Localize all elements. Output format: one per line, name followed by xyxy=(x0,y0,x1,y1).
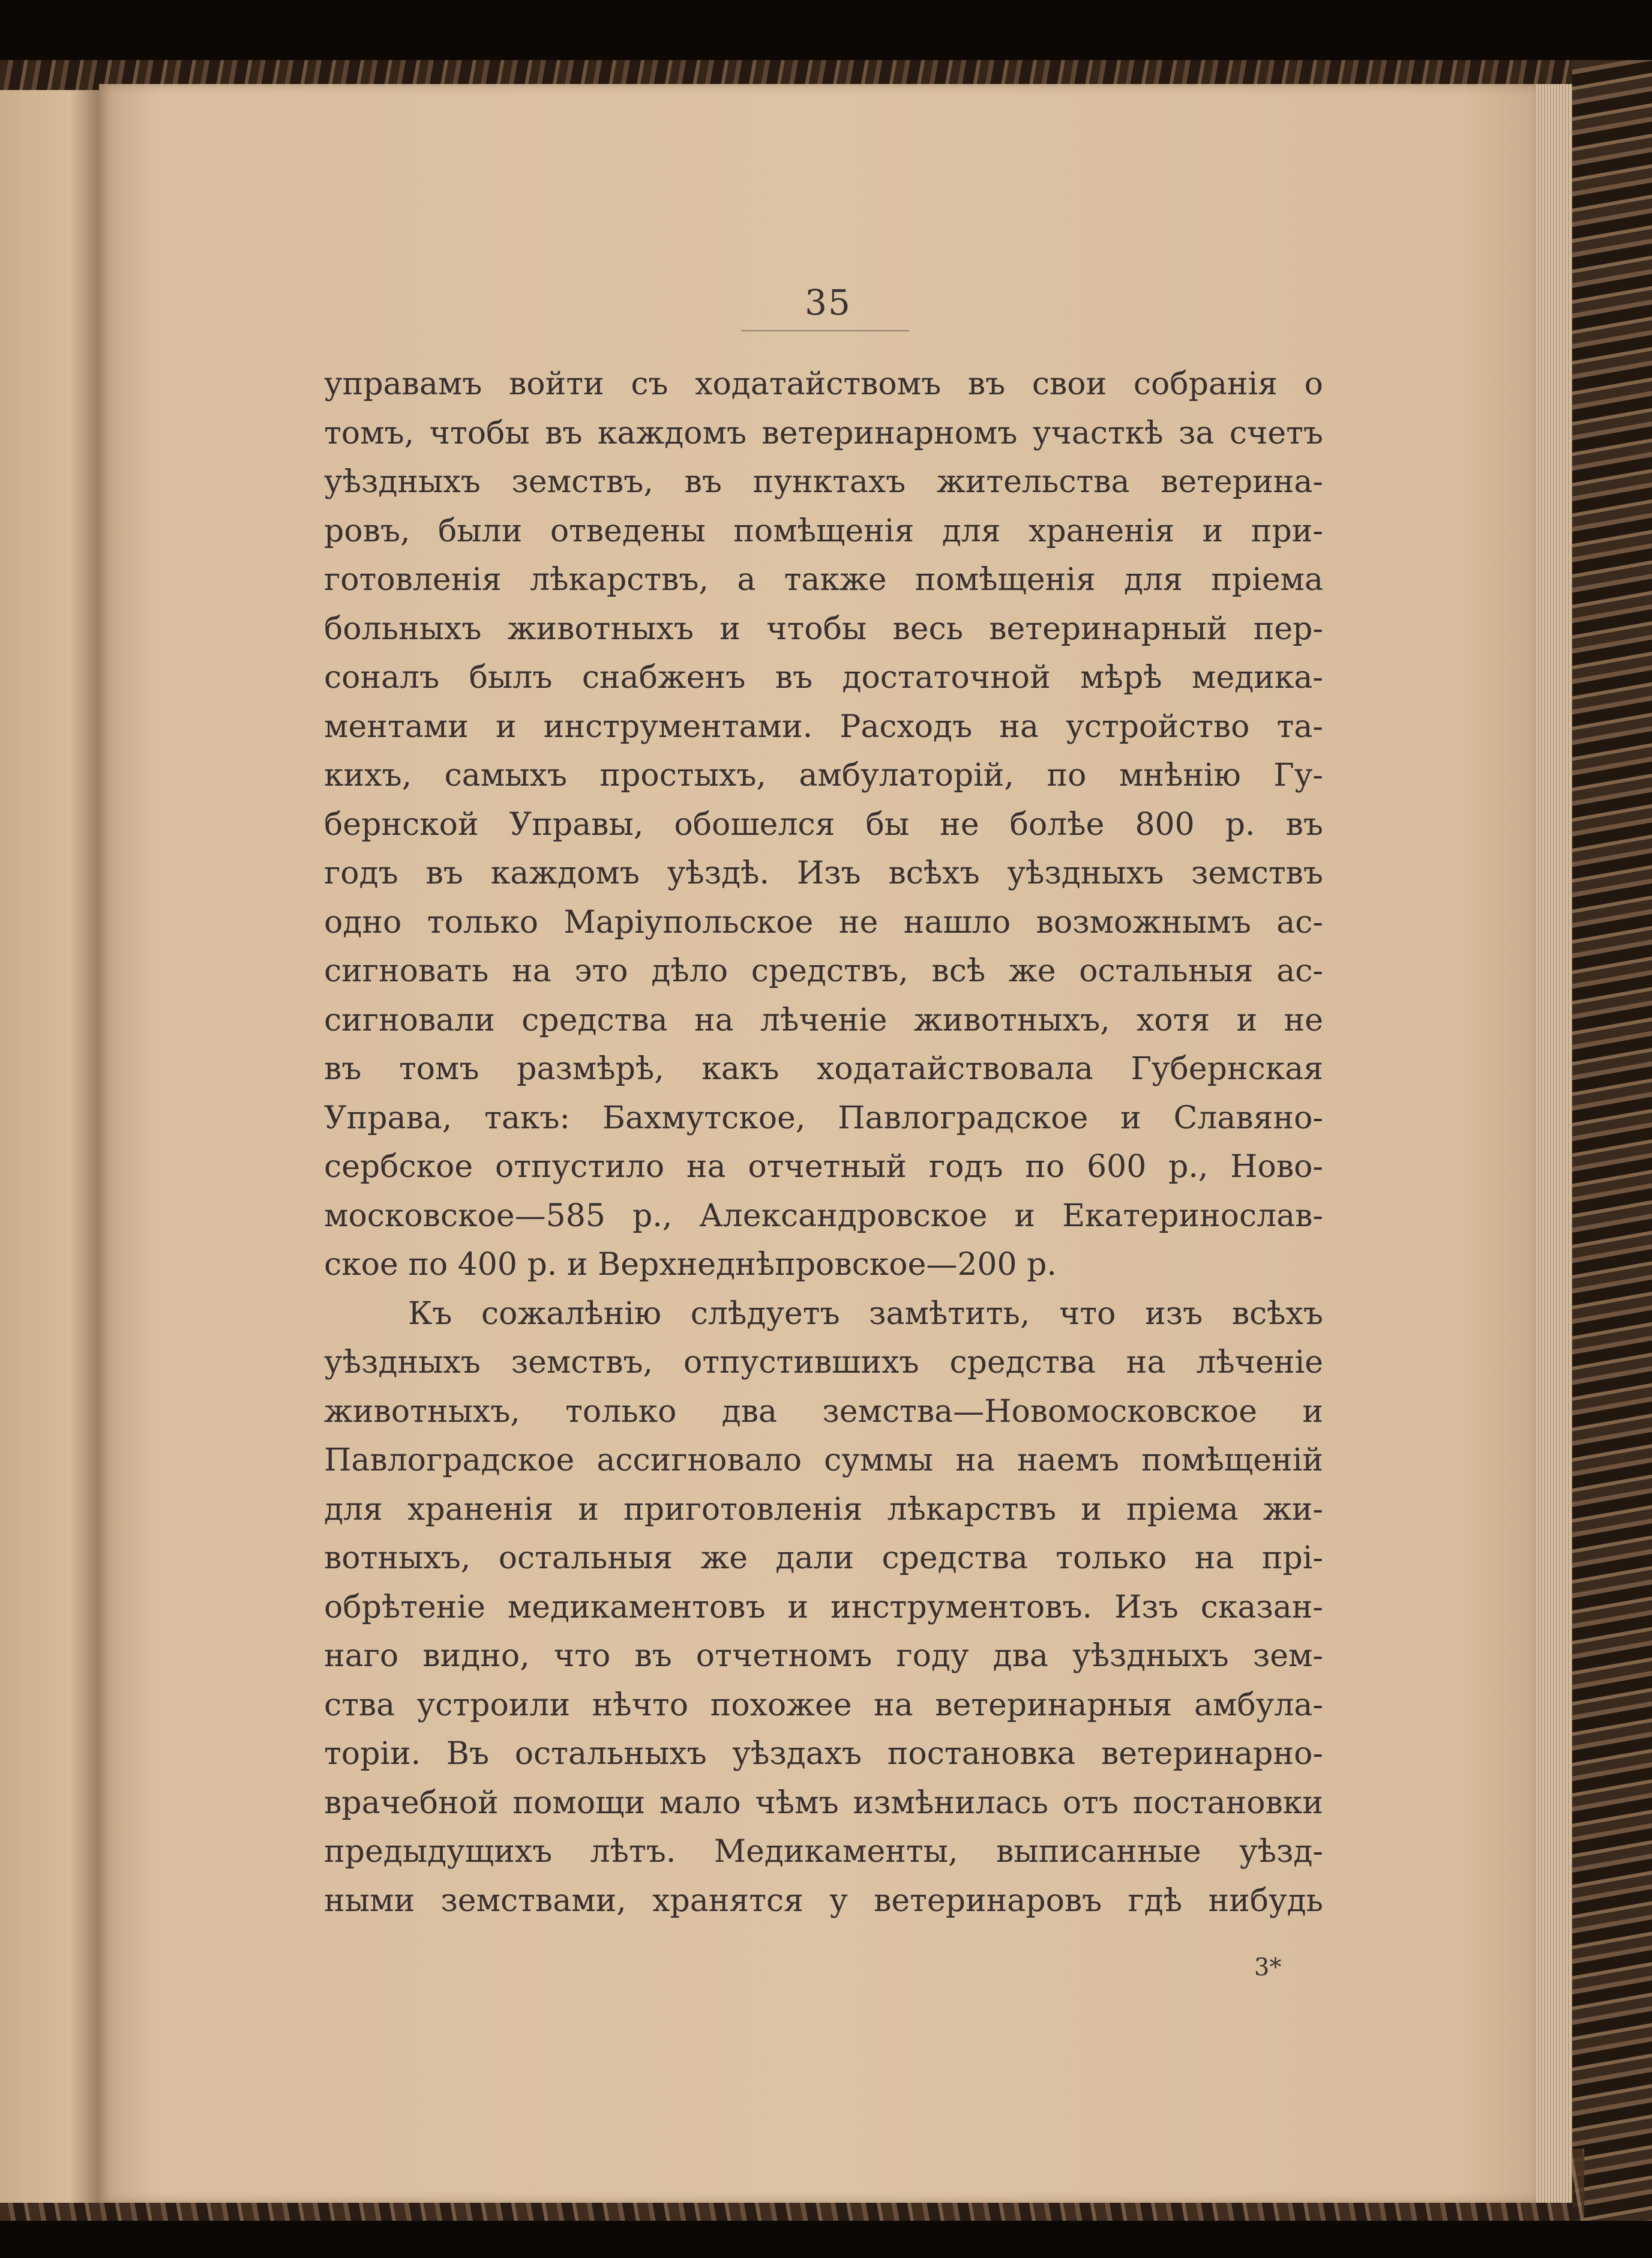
text-line: въ томъ размѣрѣ, какъ ходатайствовала Губернская xyxy=(324,1051,1323,1087)
text-line: годъ въ каждомъ уѣздѣ. Изъ всѣхъ уѣздныхъ земствъ xyxy=(324,855,1323,891)
text-line: сигновали средства на лѣченіе животныхъ, хотя и не xyxy=(324,1002,1323,1038)
paragraph-start-line: Къ сожалѣнію слѣдуетъ замѣтить, что изъ всѣхъ xyxy=(408,1295,1323,1332)
text-line: Управа, такъ: Бахмутское, Павлоградское и Славяно- xyxy=(324,1100,1323,1136)
text-line: больныхъ животныхъ и чтобы весь ветеринарный пер- xyxy=(324,610,1323,647)
text-line: животныхъ, только два земства—Новомосковское и xyxy=(324,1393,1323,1430)
text-line: ское по 400 р. и Верхнеднѣпровское—200 р. xyxy=(324,1247,1057,1283)
page-number: 35 xyxy=(805,282,852,323)
text-line: для храненія и приготовленія лѣкарствъ и пріема жи- xyxy=(324,1491,1323,1528)
page-number-rule xyxy=(741,330,909,331)
text-line: обрѣтеніе медикаментовъ и инструментовъ. Изъ сказан- xyxy=(324,1589,1323,1625)
text-line: сербское отпустило на отчетный годъ по 600 р., Ново- xyxy=(324,1149,1323,1185)
text-line: московское—585 р., Александровское и Екатеринослав- xyxy=(324,1197,1323,1234)
page-block-edge xyxy=(1536,84,1572,2203)
text-line: управамъ войти съ ходатайствомъ въ свои собранія о xyxy=(324,366,1323,402)
text-line: готовленія лѣкарствъ, а также помѣщенія для пріема xyxy=(324,562,1323,598)
body-text xyxy=(324,360,1323,1925)
text-line: ментами и инструментами. Расходъ на устройство та- xyxy=(324,708,1323,745)
text-line: торіи. Въ остальныхъ уѣздахъ постановка ветеринарно- xyxy=(324,1736,1323,1772)
text-line: сигновать на это дѣло средствъ, всѣ же остальныя ас- xyxy=(324,953,1323,989)
text-line: уѣздныхъ земствъ, въ пунктахъ жительства ветерина- xyxy=(324,464,1323,500)
marbled-cover-right xyxy=(1572,60,1652,2221)
left-page-edge xyxy=(0,90,99,2203)
signature-mark: 3* xyxy=(1254,1954,1282,1981)
text-line: Павлоградское ассигновало суммы на наемъ помѣщеній xyxy=(324,1442,1323,1478)
text-line: врачебной помощи мало чѣмъ измѣнилась отъ постановки xyxy=(324,1784,1323,1821)
text-line: соналъ былъ снабженъ въ достаточной мѣрѣ медика- xyxy=(324,660,1323,696)
text-line: ными земствами, хранятся у ветеринаровъ гдѣ нибудь xyxy=(324,1882,1323,1919)
text-line: томъ, чтобы въ каждомъ ветеринарномъ участкѣ за счетъ xyxy=(324,415,1323,451)
text-line: кихъ, самыхъ простыхъ, амбулаторій, по мнѣнію Гу- xyxy=(324,757,1323,793)
text-line: бернской Управы, обошелся бы не болѣе 800 р. въ xyxy=(324,806,1323,843)
text-line: ровъ, были отведены помѣщенія для храненія и при- xyxy=(324,513,1323,549)
text-line: ства устроили нѣчто похожее на ветеринарныя амбула- xyxy=(324,1687,1323,1723)
text-line: уѣздныхъ земствъ, отпустившихъ средства на лѣченіе xyxy=(324,1344,1323,1380)
text-line: предыдущихъ лѣтъ. Медикаменты, выписанные уѣзд- xyxy=(324,1834,1323,1870)
text-line: вотныхъ, остальныя же дали средства только на прі- xyxy=(324,1540,1323,1576)
text-line: наго видно, что въ отчетномъ году два уѣздныхъ зем- xyxy=(324,1638,1323,1674)
text-line: одно только Маріупольское не нашло возможнымъ ас- xyxy=(324,904,1323,941)
